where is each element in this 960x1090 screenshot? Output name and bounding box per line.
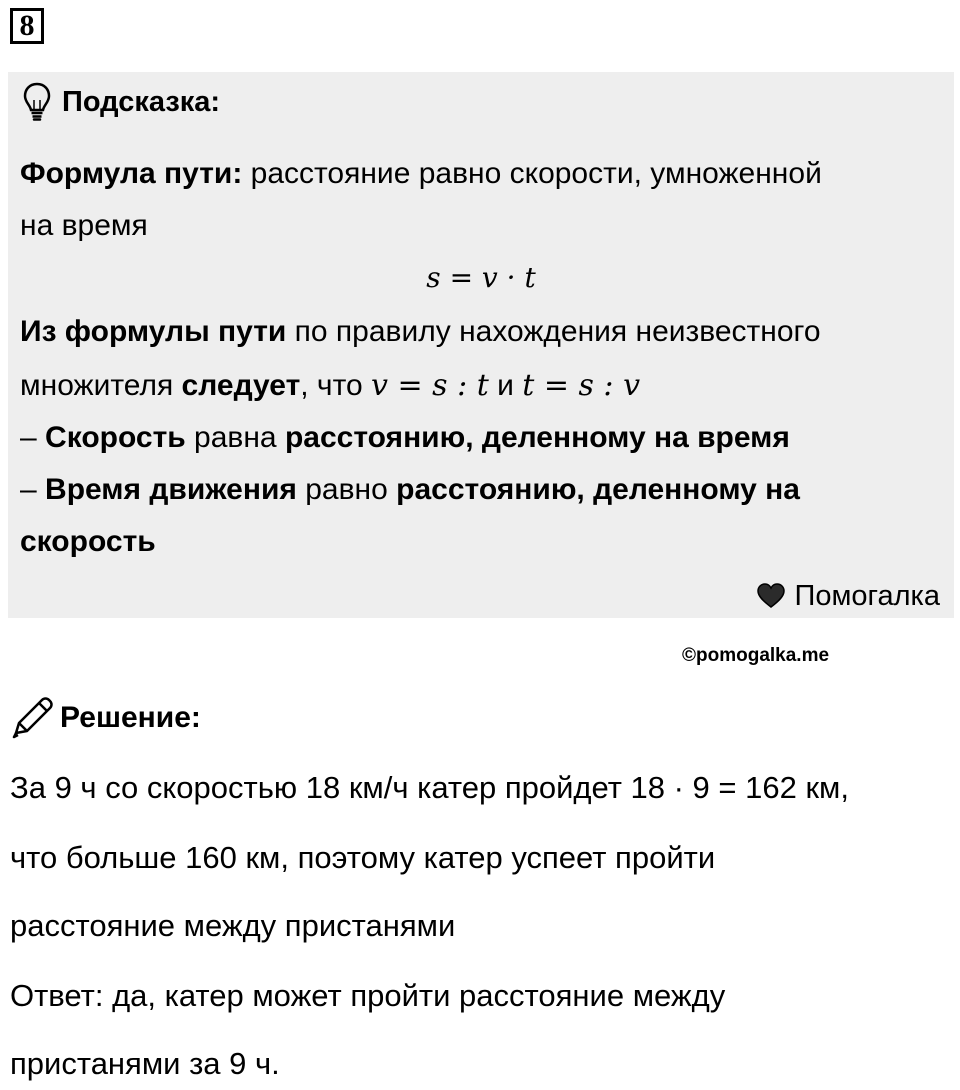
solution-line-1: За 9 ч со скоростью 18 км/ч катер пройдет 18 · 9 = 162 км, <box>10 770 849 805</box>
hint-line-1 <box>20 154 822 194</box>
hint-line-5-dash: – <box>20 421 46 454</box>
hint-line-4-b: , что <box>300 369 371 402</box>
speed-formula: v = s : t <box>371 368 489 403</box>
hint-line-5 <box>20 418 790 458</box>
hint-line-4 <box>20 366 640 406</box>
lightbulb-icon <box>22 82 52 122</box>
hint-line-5-bold-2: расстоянию, деленному на время <box>284 421 790 454</box>
brand-name: Помогалка <box>794 580 940 612</box>
heart-icon <box>757 583 795 609</box>
hint-line-7-bold: скорость <box>20 525 156 558</box>
answer-line-1: Ответ: да, катер может пройти расстояние между <box>10 978 726 1013</box>
task-number: 8 <box>10 8 44 44</box>
hint-line-3-text: по правилу нахождения неизвестного <box>286 315 821 348</box>
answer-line-2: пристанями за 9 ч. <box>10 1046 280 1081</box>
solution-header <box>10 696 201 740</box>
hint-line-6-bold-1: Время движения <box>45 473 297 506</box>
hint-line-5-mid: равна <box>185 421 285 454</box>
hint-line-6-bold-2: расстоянию, деленному на <box>396 473 800 506</box>
pencil-icon <box>10 697 54 739</box>
copyright: ©pomogalka.me <box>682 645 830 666</box>
path-formula: s = v · t <box>426 261 536 294</box>
solution-title: Решение: <box>60 701 201 734</box>
solution-line-2: что больше 160 км, поэтому катер успеет пройти <box>10 840 716 875</box>
hint-line-6 <box>20 470 800 510</box>
hint-line-6-dash: – <box>20 473 46 506</box>
time-formula: t = s : v <box>522 368 641 403</box>
hint-line-3 <box>20 312 821 352</box>
hint-line-7 <box>20 522 156 562</box>
hint-line-4-a: множителя <box>20 369 182 402</box>
solution-line-3: расстояние между пристанями <box>10 908 456 943</box>
hint-header <box>22 82 220 122</box>
hint-box <box>8 72 954 618</box>
hint-line-3-bold: Из формулы пути <box>20 315 287 348</box>
brand-signature <box>757 576 940 616</box>
path-formula-label: Формула пути: <box>20 157 243 190</box>
hint-line-4-and: и <box>488 369 523 402</box>
hint-line-2: на время <box>20 209 148 242</box>
hint-line-5-bold-1: Скорость <box>45 421 186 454</box>
hint-line-4-bold: следует <box>181 369 301 402</box>
hint-title: Подсказка: <box>62 85 221 118</box>
hint-line-6-mid: равно <box>296 473 397 506</box>
hint-line-1-text: расстояние равно скорости, умноженной <box>242 157 822 190</box>
